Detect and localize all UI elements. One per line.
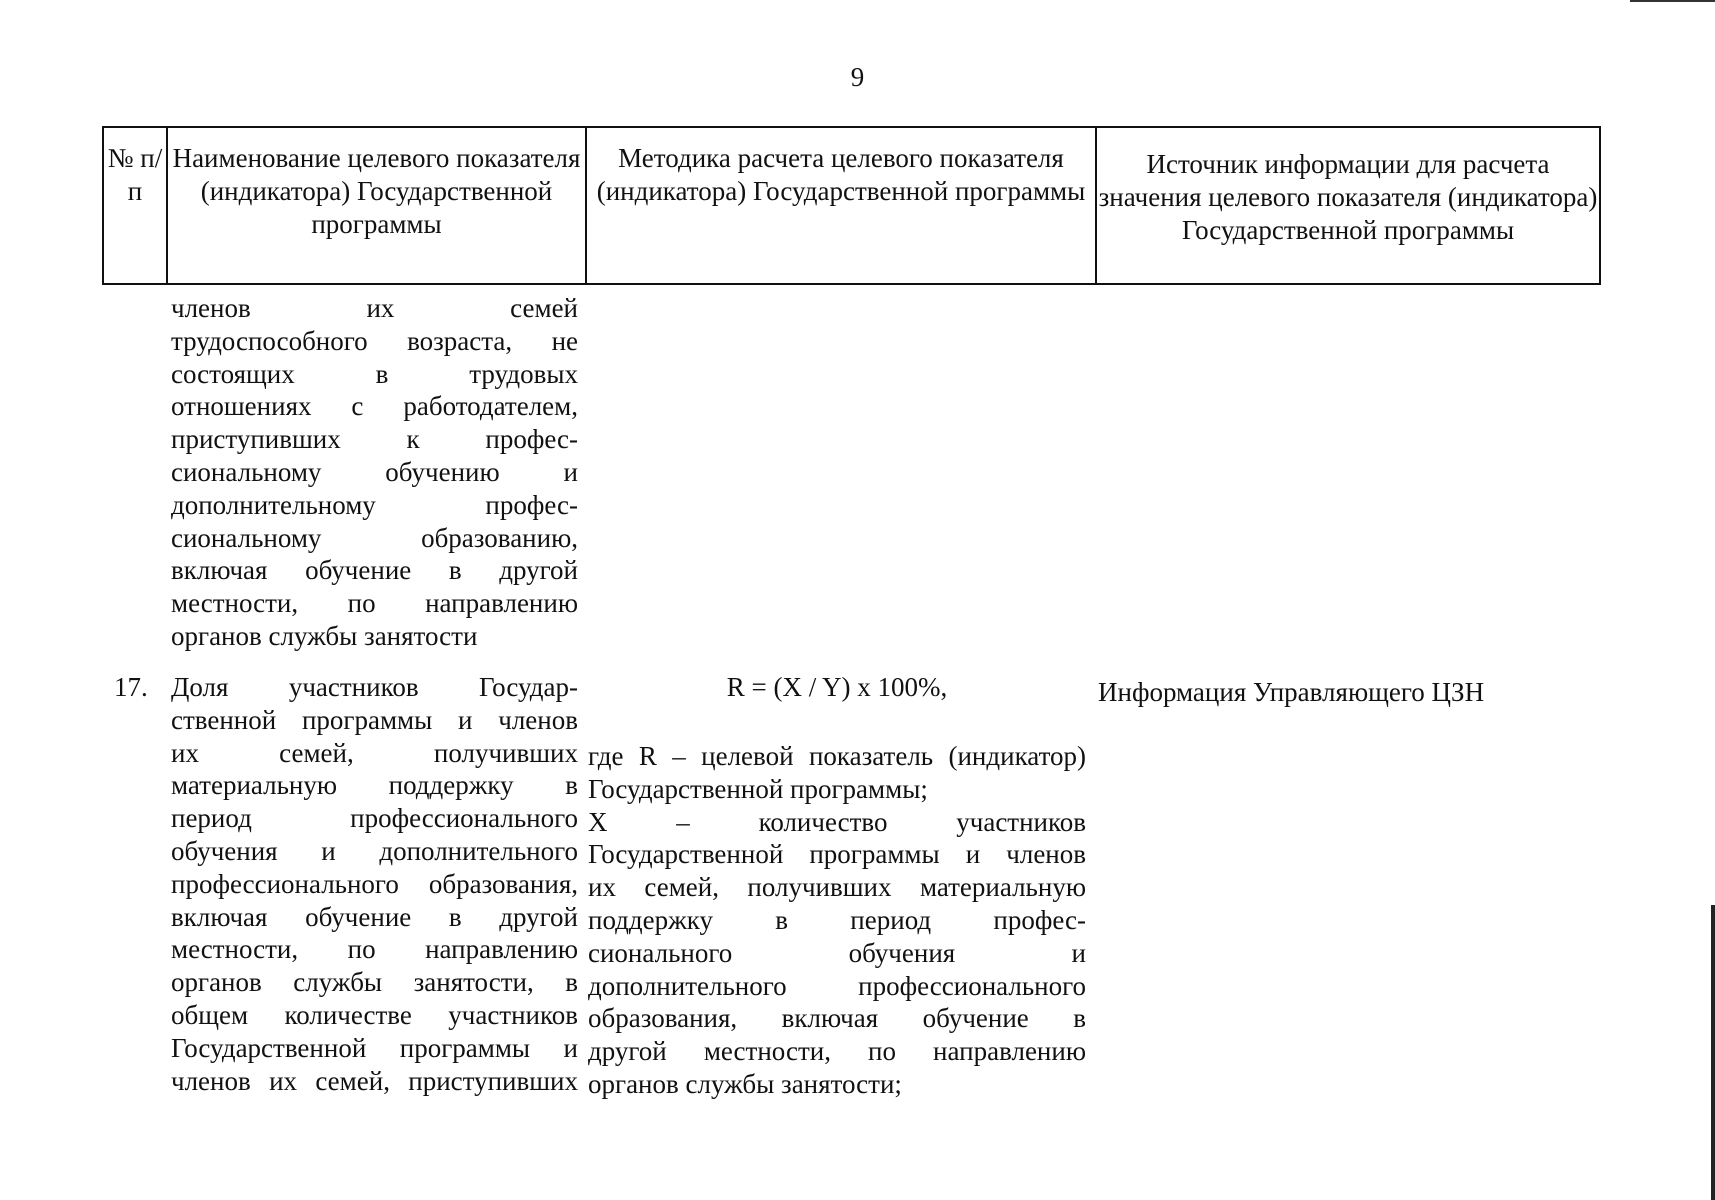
text-line: образования, включая обучение в xyxy=(588,1003,1086,1034)
table-header xyxy=(102,126,1601,285)
text-line: включая обучение в другой xyxy=(171,555,578,586)
text-line: их семей, получивших xyxy=(171,737,578,768)
header-method: Методика расчета целевого показателя (индикатора) Государственной программы xyxy=(587,128,1097,283)
page-number: 9 xyxy=(850,62,865,92)
text-line: профессионального образования, xyxy=(171,868,578,899)
text-line: сионального обучения и xyxy=(588,937,1086,968)
text-line: членов их семей, приступивших xyxy=(171,1065,578,1096)
text-line: состоящих в трудовых xyxy=(171,358,578,389)
text-line: дополнительного профессионального xyxy=(588,970,1086,1001)
scan-mark xyxy=(1630,0,1715,2)
info-source: Информация Управляющего ЦЗН xyxy=(1098,677,1485,707)
text-line: Государственной программы и членов xyxy=(588,839,1086,870)
text-line: Государственной программы и xyxy=(171,1032,578,1063)
scan-edge xyxy=(1711,905,1715,1200)
text-line: ственной программы и членов xyxy=(171,704,578,735)
text-line: органов службы занятости xyxy=(171,620,478,651)
text-line: включая обучение в другой xyxy=(171,901,578,932)
method-description xyxy=(588,740,1086,1101)
text-line: местности, по направлению xyxy=(171,588,578,619)
text-line: местности, по направлению xyxy=(171,934,578,965)
text-line: трудоспособного возраста, не xyxy=(171,325,578,356)
text-line: период профессионального xyxy=(171,803,578,834)
text-line: сиональному образованию, xyxy=(171,522,578,553)
text-line: членов их семей xyxy=(171,293,578,323)
row-number: 17. xyxy=(114,672,148,702)
text-line: где R – целевой показатель (индикатор) xyxy=(588,741,1086,771)
text-line: общем количестве участников xyxy=(171,999,578,1030)
text-line: материальную поддержку в xyxy=(171,770,578,801)
text-line: Государственной программы; xyxy=(588,773,928,804)
text-line: приступивших к профес- xyxy=(171,424,578,455)
header-indicator-name: Наименование целевого показателя (индикатора) Государственной программы xyxy=(168,128,587,283)
indicator-name xyxy=(171,671,578,1097)
text-line: дополнительному профес- xyxy=(171,489,578,520)
text-line: их семей, получивших материальную xyxy=(588,872,1086,903)
text-line: Доля участников Государ- xyxy=(171,672,578,702)
header-num: № п/п xyxy=(104,128,168,283)
text-line: обучения и дополнительного xyxy=(171,835,578,866)
text-line: отношениях с работодателем, xyxy=(171,391,578,422)
text-line: сиональному обучению и xyxy=(171,456,578,487)
text-line: X – количество участников xyxy=(588,806,1086,837)
continued-indicator-name xyxy=(171,292,578,653)
text-line: органов службы занятости; xyxy=(588,1068,902,1099)
text-line: органов службы занятости, в xyxy=(171,967,578,998)
text-line: другой местности, по направлению xyxy=(588,1036,1086,1067)
formula: R = (X / Y) x 100%, xyxy=(726,672,948,702)
header-source: Источник информации для расчета значения целевого показателя (индикатора) Государственной программы xyxy=(1098,149,1598,245)
text-line: поддержку в период профес- xyxy=(588,904,1086,935)
